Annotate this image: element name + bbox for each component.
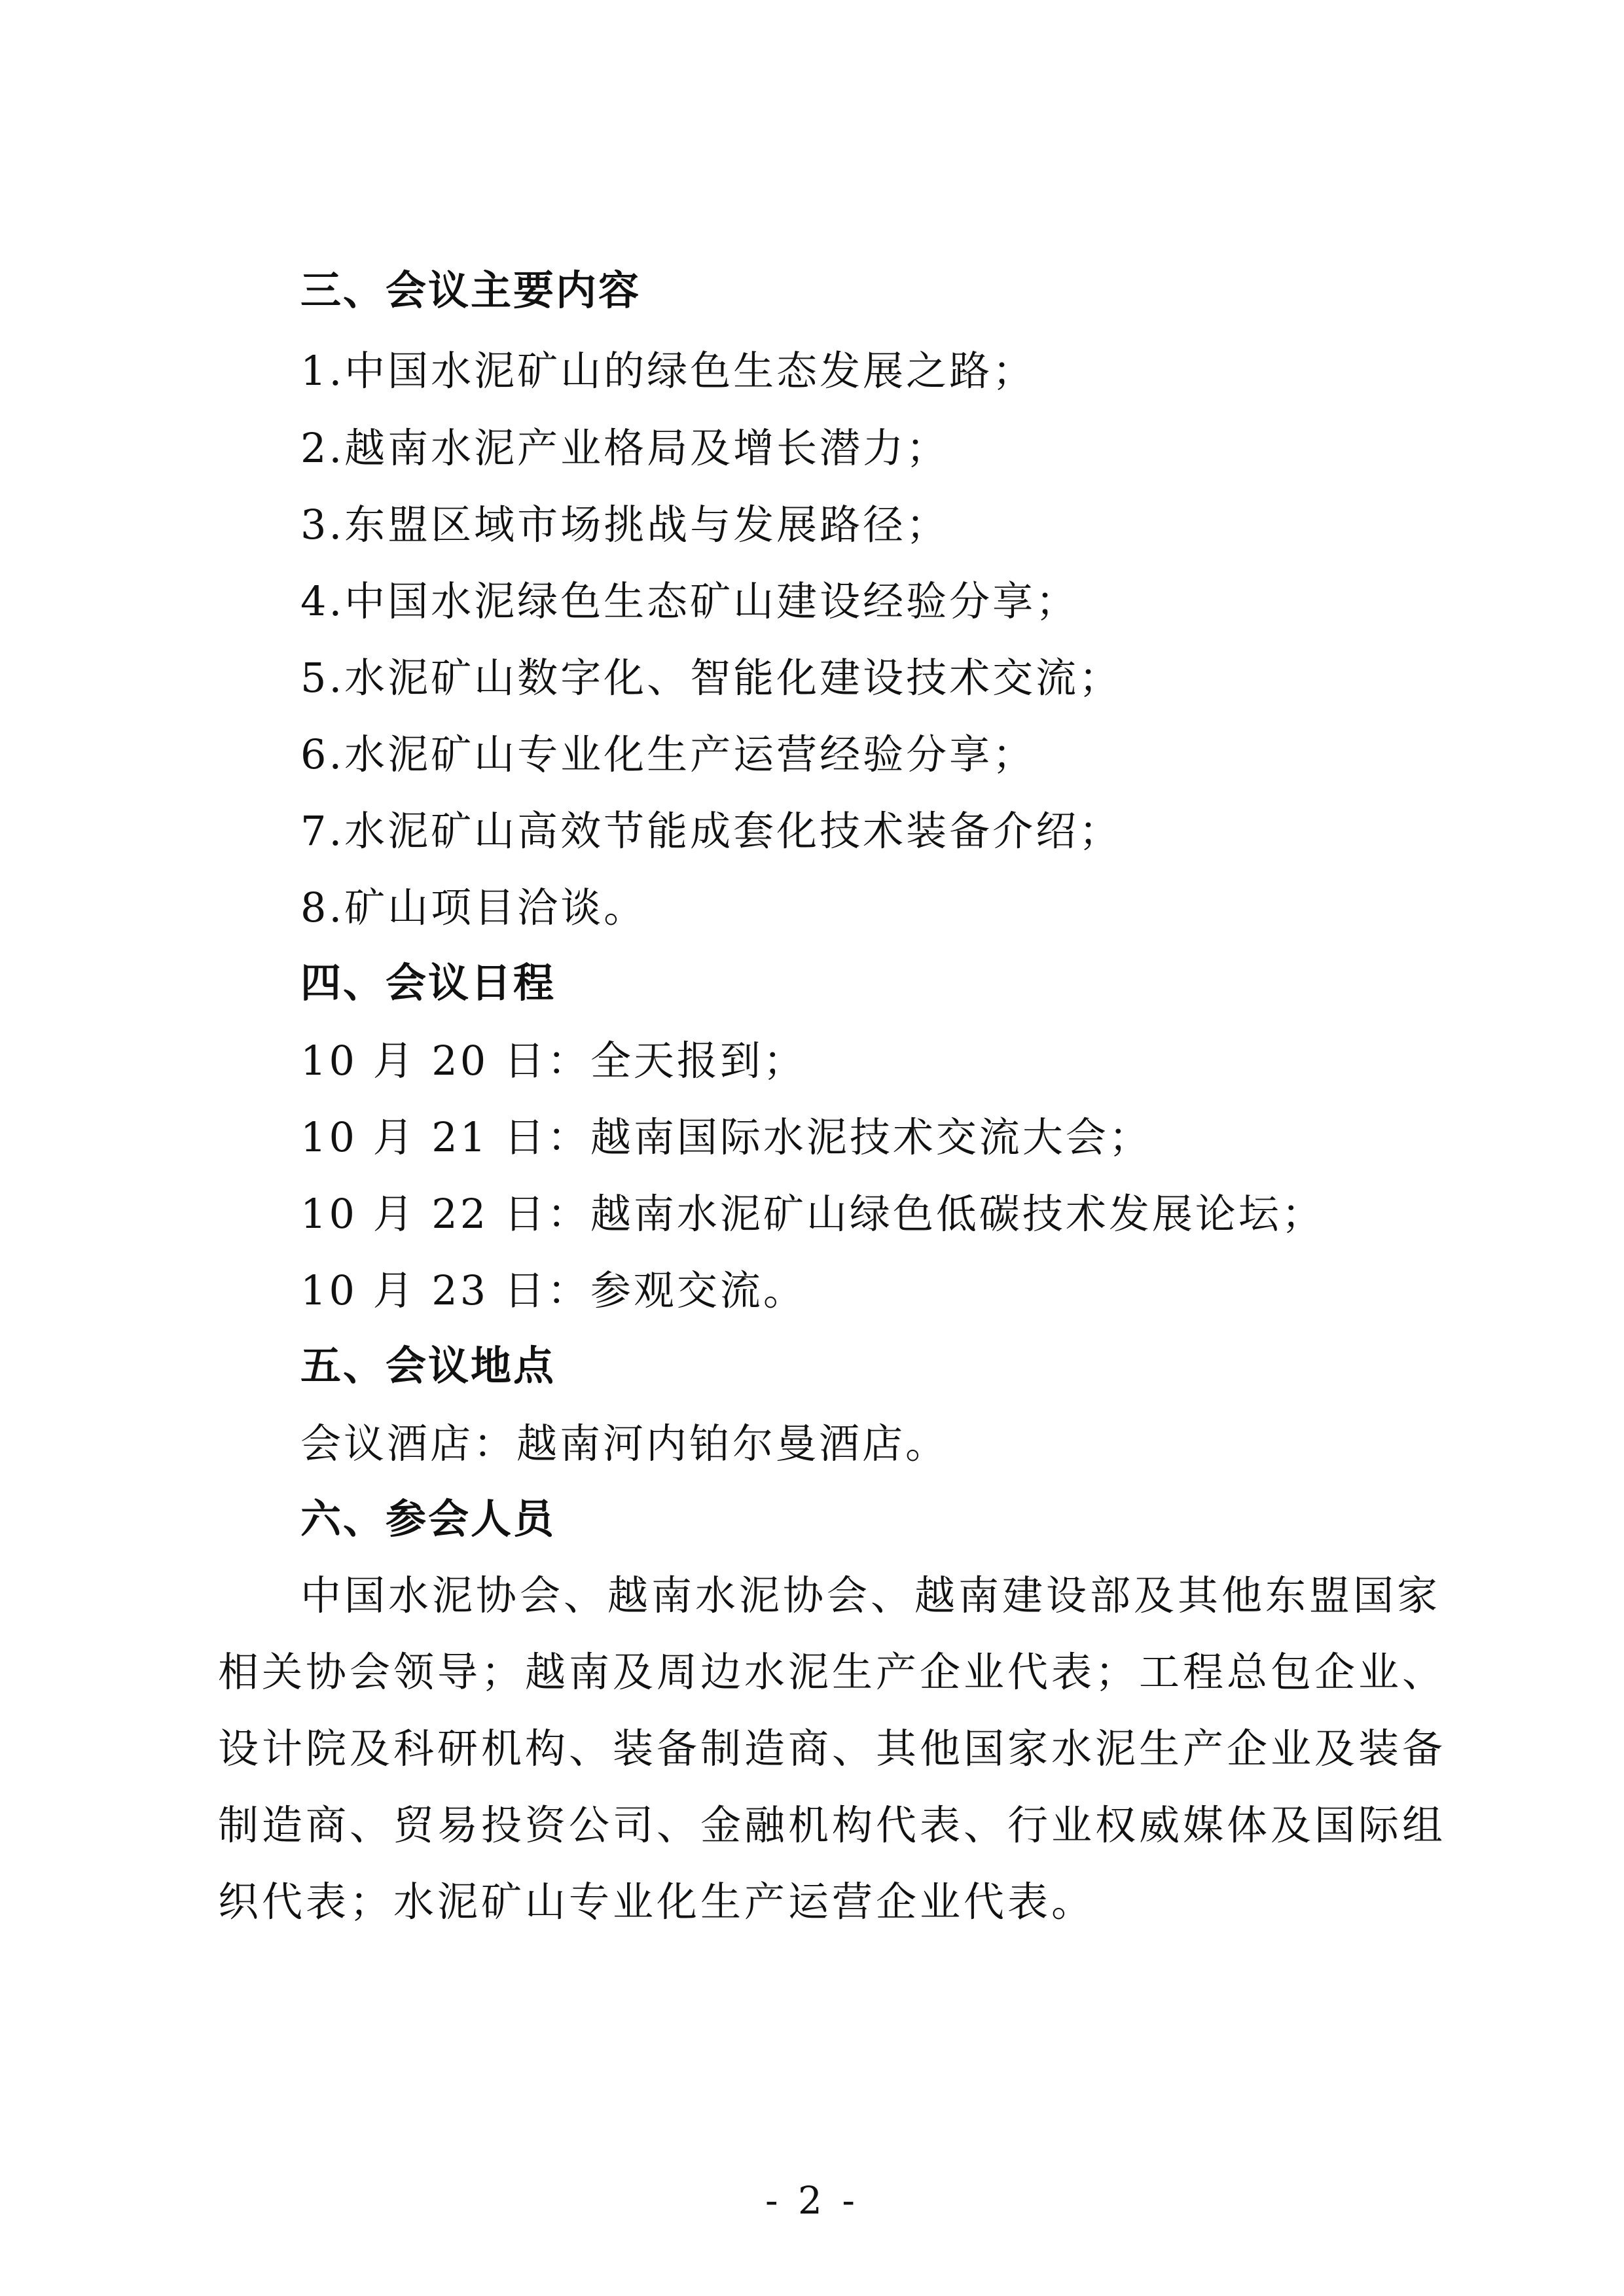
venue-text: 会议酒店：越南河内铂尔曼酒店。 (300, 1420, 949, 1467)
content-item: 3.东盟区域市场挑战与发展路径； (300, 501, 950, 548)
section-3-heading: 三、会议主要内容 (300, 266, 641, 314)
paragraph-line: 制造商、贸易投资公司、金融机构代表、行业权威媒体及国际组 (218, 1801, 1447, 1849)
content-item: 4.中国水泥绿色生态矿山建设经验分享； (300, 577, 1079, 625)
page-number: - 2 - (765, 2178, 859, 2223)
paragraph-line: 中国水泥协会、越南水泥协会、越南建设部及其他东盟国家 (300, 1571, 1441, 1619)
participants-paragraph (218, 1557, 1472, 1940)
content-item: 7.水泥矿山高效节能成套化技术装备介绍； (300, 807, 1123, 855)
content-item: 2.越南水泥产业格局及增长潜力； (300, 424, 950, 472)
schedule-item: 10 月 23 日：参观交流。 (300, 1266, 806, 1314)
schedule-item: 10 月 22 日：越南水泥矿山绿色低碳技术发展论坛； (300, 1190, 1325, 1238)
content-item: 8.矿山项目洽谈。 (300, 884, 647, 931)
content-item: 5.水泥矿山数字化、智能化建设技术交流； (300, 654, 1123, 702)
paragraph-line: 织代表；水泥矿山专业化生产运营企业代表。 (218, 1878, 1096, 1926)
paragraph-line: 相关协会领导；越南及周边水泥生产企业代表；工程总包企业、 (218, 1648, 1447, 1696)
schedule-item: 10 月 20 日：全天报到； (300, 1037, 806, 1085)
schedule-item: 10 月 21 日：越南国际水泥技术交流大会； (300, 1113, 1152, 1161)
section-4-heading: 四、会议日程 (300, 959, 556, 1007)
content-item: 6.水泥矿山专业化生产运营经验分享； (300, 730, 1036, 778)
section-6-heading: 六、参会人员 (300, 1495, 556, 1543)
content-item: 1.中国水泥矿山的绿色生态发展之路； (300, 347, 1036, 395)
section-5-heading: 五、会议地点 (300, 1342, 556, 1390)
paragraph-line: 设计院及科研机构、装备制造商、其他国家水泥生产企业及装备 (218, 1725, 1447, 1772)
